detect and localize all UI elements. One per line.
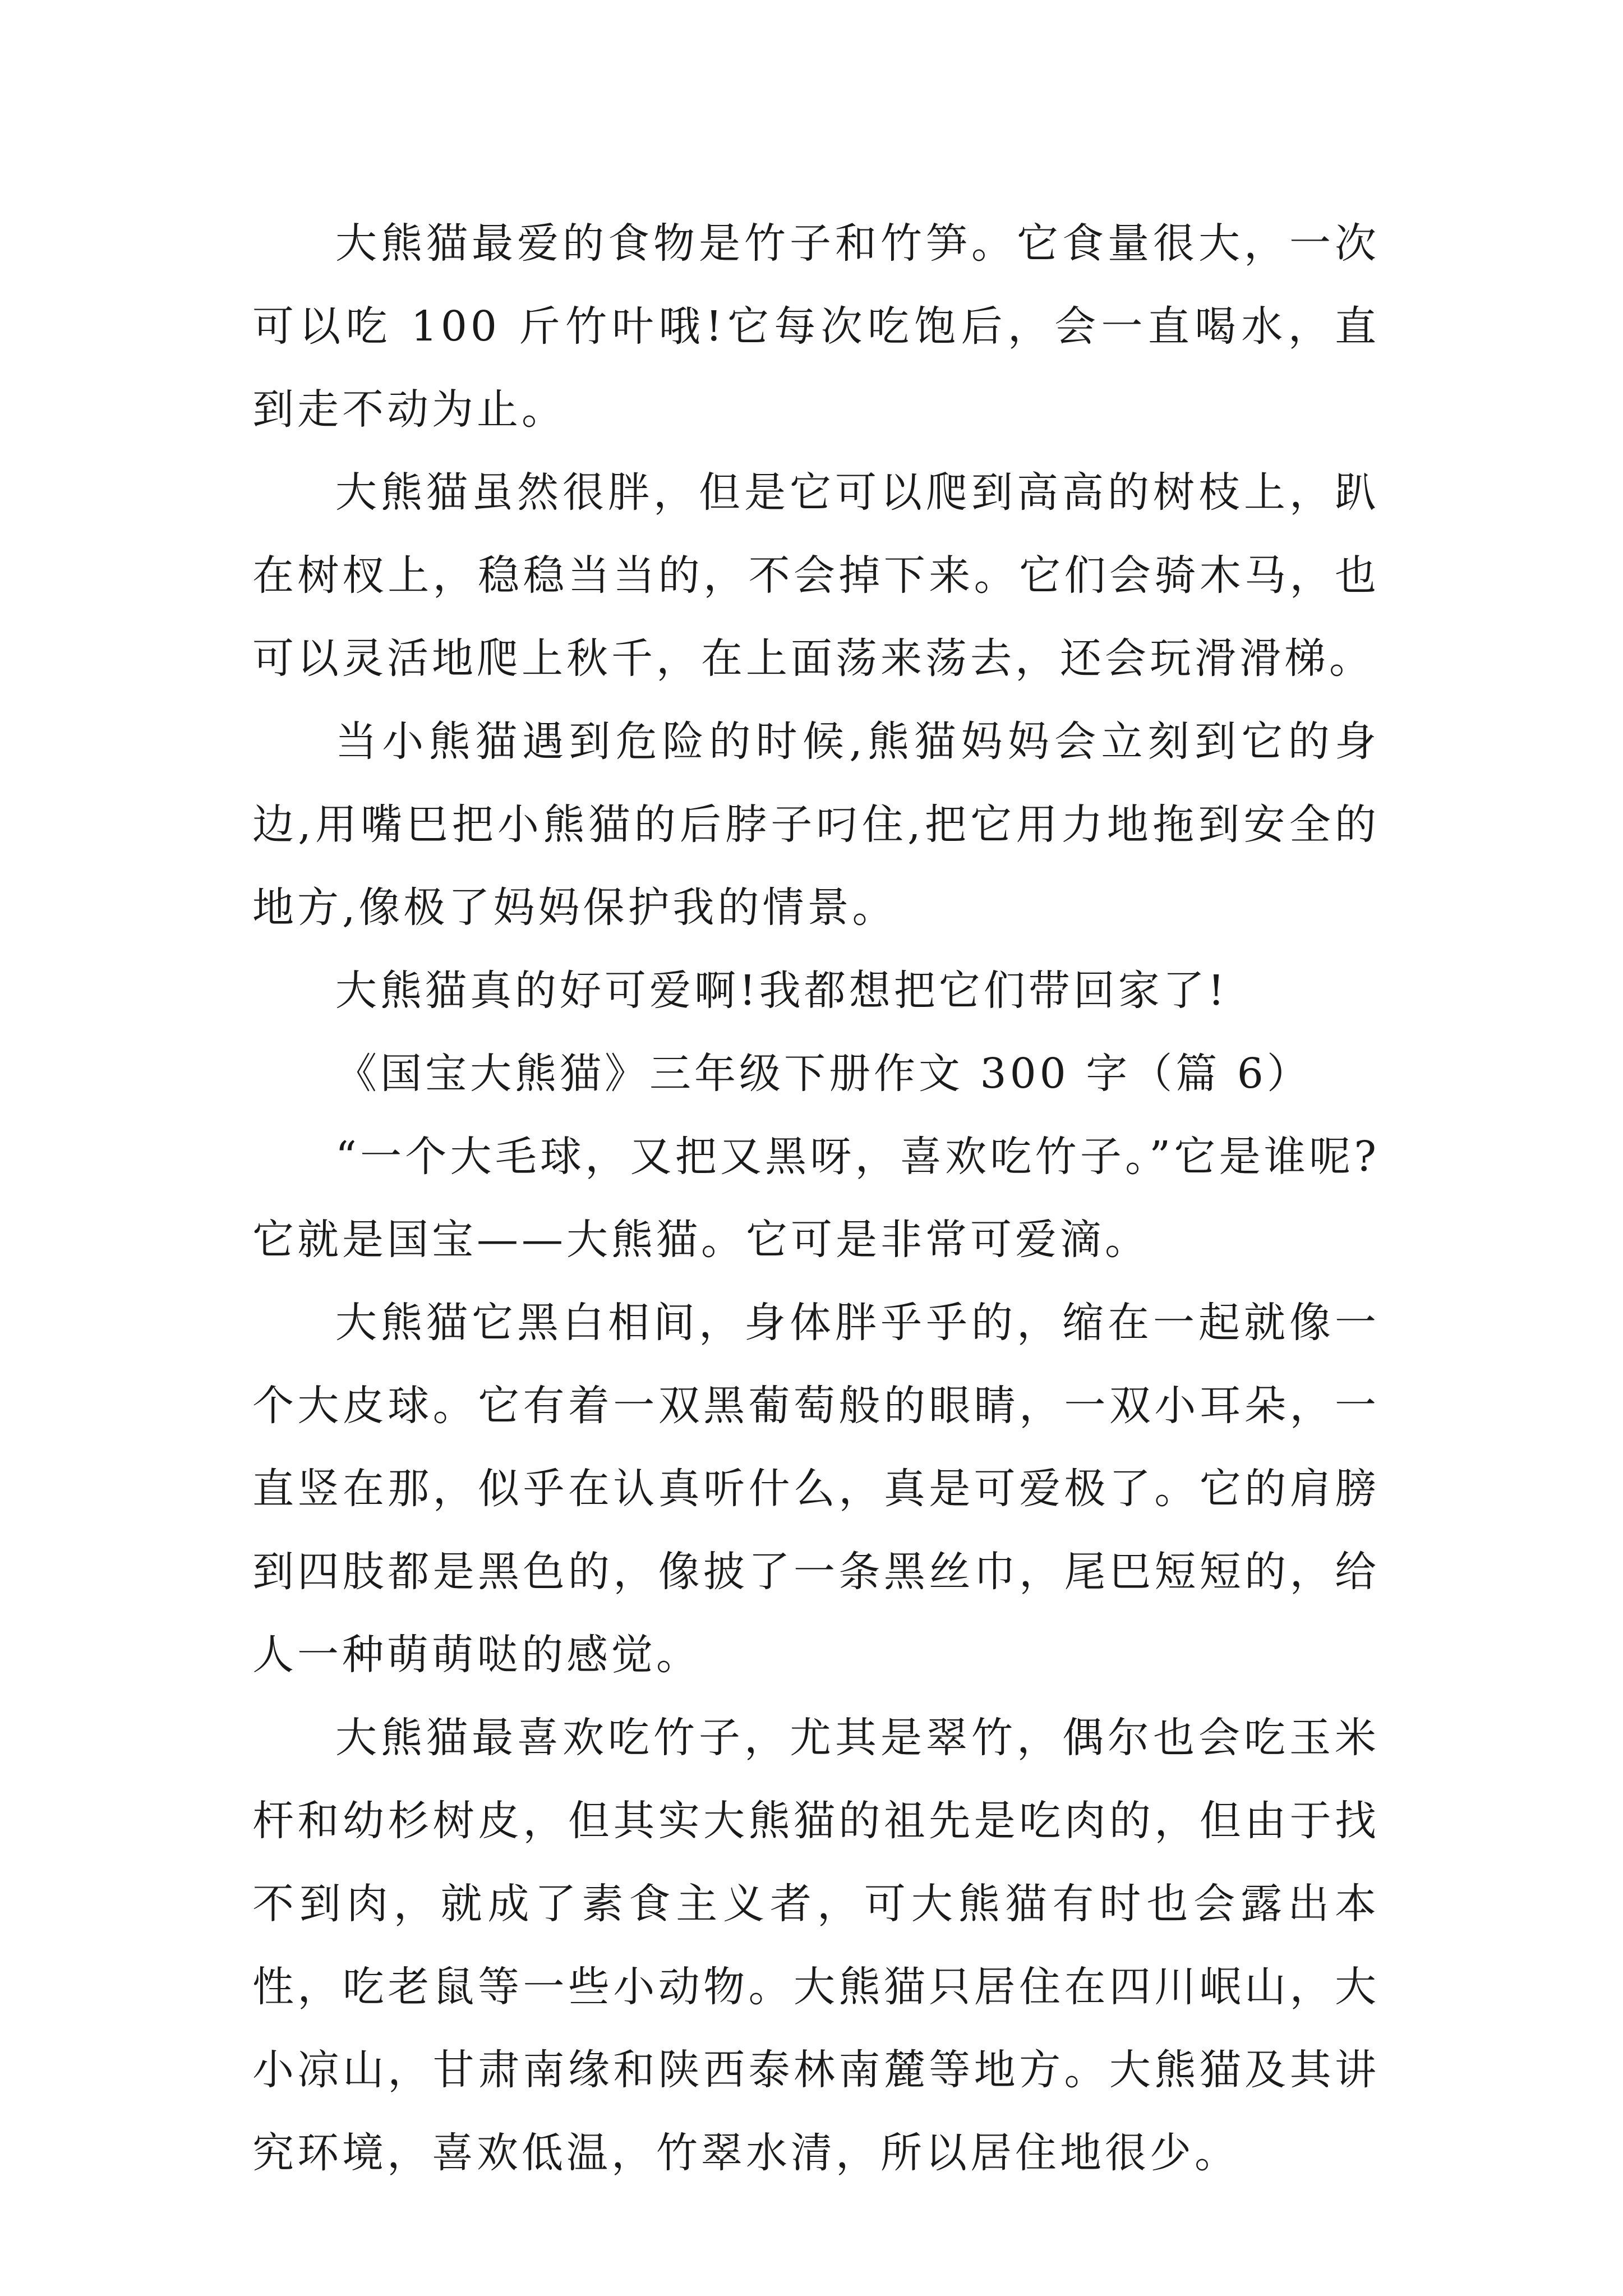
essay-body <box>252 202 1380 2194</box>
paragraph-appearance: 大熊猫它黑白相间，身体胖乎乎的，缩在一起就像一个大皮球。它有着一双黑葡萄般的眼睛，一双小耳朵，一直竖在那，似乎在认真听什么，真是可爱极了。它的肩膀到四肢都是黑色的，像披了一条黑丝巾，尾巴短短的，给人一种萌萌哒的感觉。 <box>252 1299 1380 1679</box>
paragraph-panda-diet: 大熊猫最爱的食物是竹子和竹笋。它食量很大，一次可以吃 100 斤竹叶哦!它每次吃饱后，会一直喝水，直到走不动为止。 <box>252 219 1380 434</box>
essay-title: 《国宝大熊猫》三年级下册作文 300 字（篇 6） <box>335 1050 1312 1098</box>
paragraph-panda-mother: 当小熊猫遇到危险的时候,熊猫妈妈会立刻到它的身边,用嘴巴把小熊猫的后脖子叼住,把它用力地拖到安全的地方,像极了妈妈保护我的情景。 <box>252 717 1380 932</box>
paragraph-panda-climbing: 大熊猫虽然很胖，但是它可以爬到高高的树枝上，趴在树杈上，稳稳当当的，不会掉下来。它们会骑木马，也可以灵活地爬上秋千，在上面荡来荡去，还会玩滑滑梯。 <box>252 468 1380 683</box>
paragraph-panda-cute: 大熊猫真的好可爱啊!我都想把它们带回家了! <box>335 967 1228 1015</box>
paragraph-riddle-intro: “一个大毛球，又把又黑呀，喜欢吃竹子。”它是谁呢?它就是国宝——大熊猫。它可是非常可爱滴。 <box>252 1133 1380 1264</box>
paragraph-habitat: 大熊猫最喜欢吃竹子，尤其是翠竹，偶尔也会吃玉米杆和幼杉树皮，但其实大熊猫的祖先是吃肉的，但由于找不到肉，就成了素食主义者，可大熊猫有时也会露出本性，吃老鼠等一些小动物。大熊猫只居住在四川岷山，大小凉山，甘肃南缘和陕西泰林南麓等地方。大熊猫及其讲究环境，喜欢低温，竹翠水清，所以居住地很少。 <box>252 1714 1380 2177</box>
